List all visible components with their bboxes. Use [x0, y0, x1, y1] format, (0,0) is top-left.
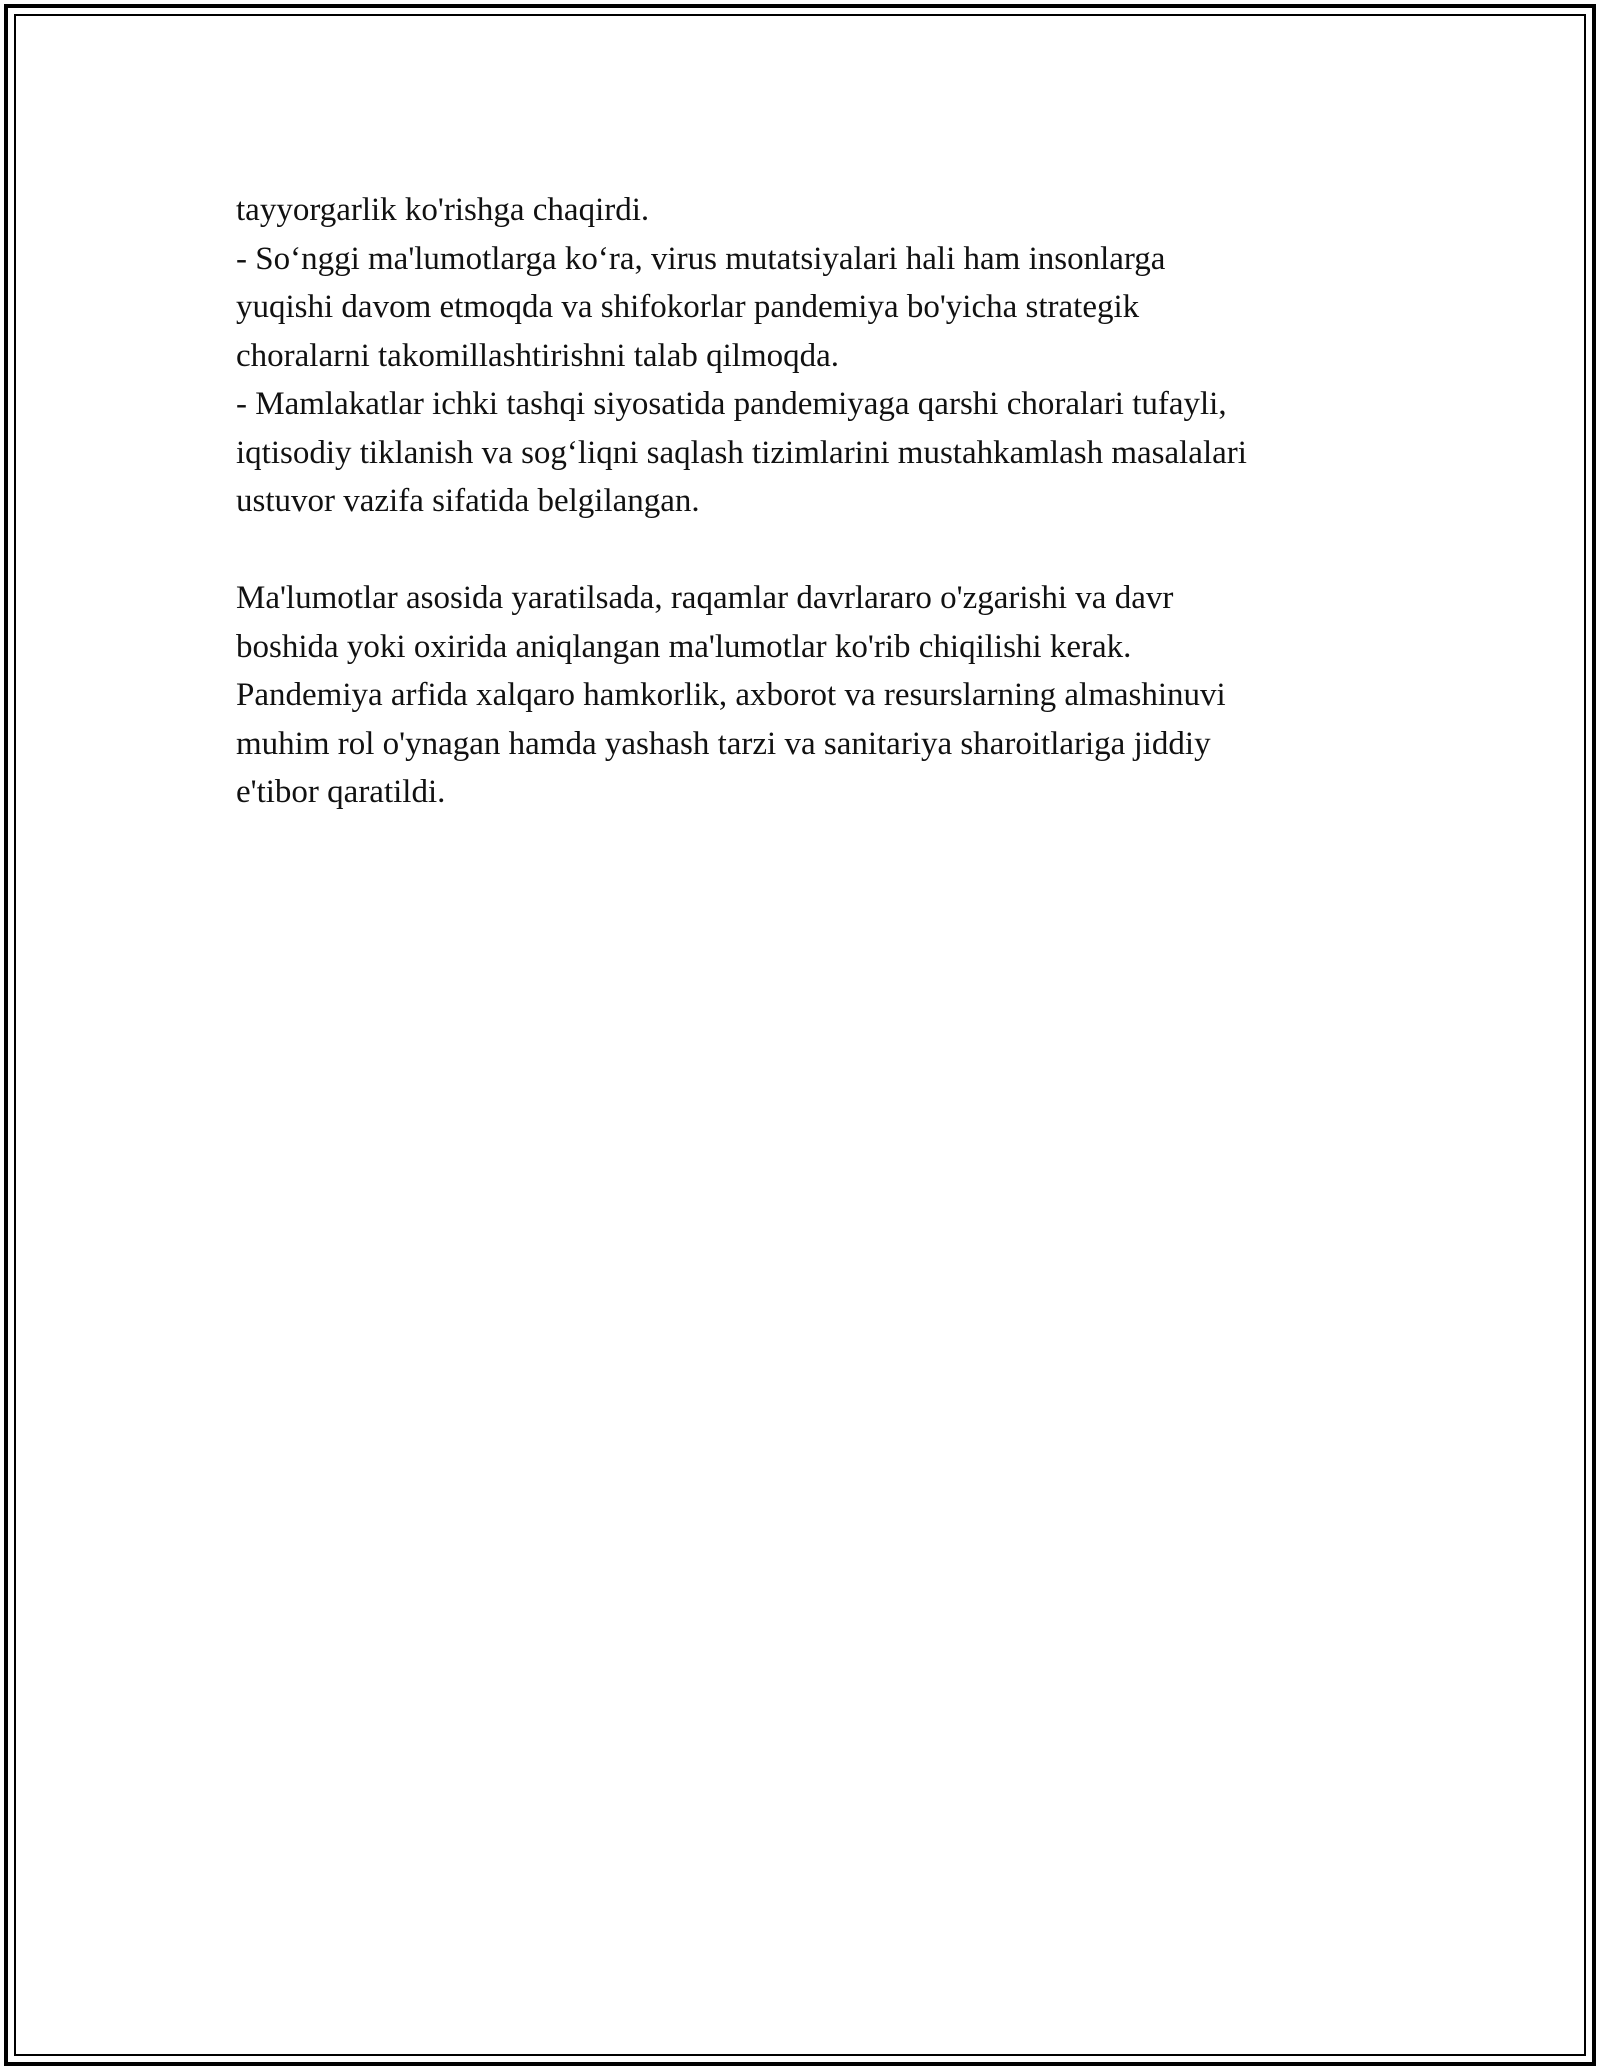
text-line: yuqishi davom etmoqda va shifokorlar pandemiya bo'yicha strategik: [236, 289, 1140, 325]
text-line: ustuvor vazifa sifatida belgilangan.: [236, 483, 700, 519]
text-line: choralarni takomillashtirishni talab qilmoqda.: [236, 337, 840, 374]
text-line: Ma'lumotlar asosida yaratilsada, raqamlar davrlararo o'zgarishi va davr: [236, 580, 1174, 616]
text-line: boshida yoki oxirida aniqlangan ma'lumotlar ko'rib chiqilishi kerak.: [236, 628, 1132, 665]
text-line: Pandemiya arfida xalqaro hamkorlik, axborot va resurslarning almashinuvi: [236, 677, 1226, 713]
paragraph-1: [236, 186, 1436, 526]
document-body: [236, 186, 1436, 817]
bullet-line: - Mamlakatlar ichki tashqi siyosatida pandemiyaga qarshi choralari tufayli,: [236, 386, 1227, 422]
text-line: iqtisodiy tiklanish va sog‘liqni saqlash tizimlarini mustahkamlash masalalari: [236, 434, 1247, 471]
text-line: muhim rol o'ynagan hamda yashash tarzi va sanitariya sharoitlariga jiddiy: [236, 725, 1211, 762]
paragraph-spacer: [236, 526, 1436, 575]
text-line: tayyorgarlik ko'rishga chaqirdi.: [236, 192, 650, 228]
bullet-line: - So‘nggi ma'lumotlarga ko‘ra, virus mutatsiyalari hali ham insonlarga: [236, 240, 1166, 277]
text-line: e'tibor qaratildi.: [236, 774, 446, 810]
paragraph-2: [236, 574, 1436, 817]
